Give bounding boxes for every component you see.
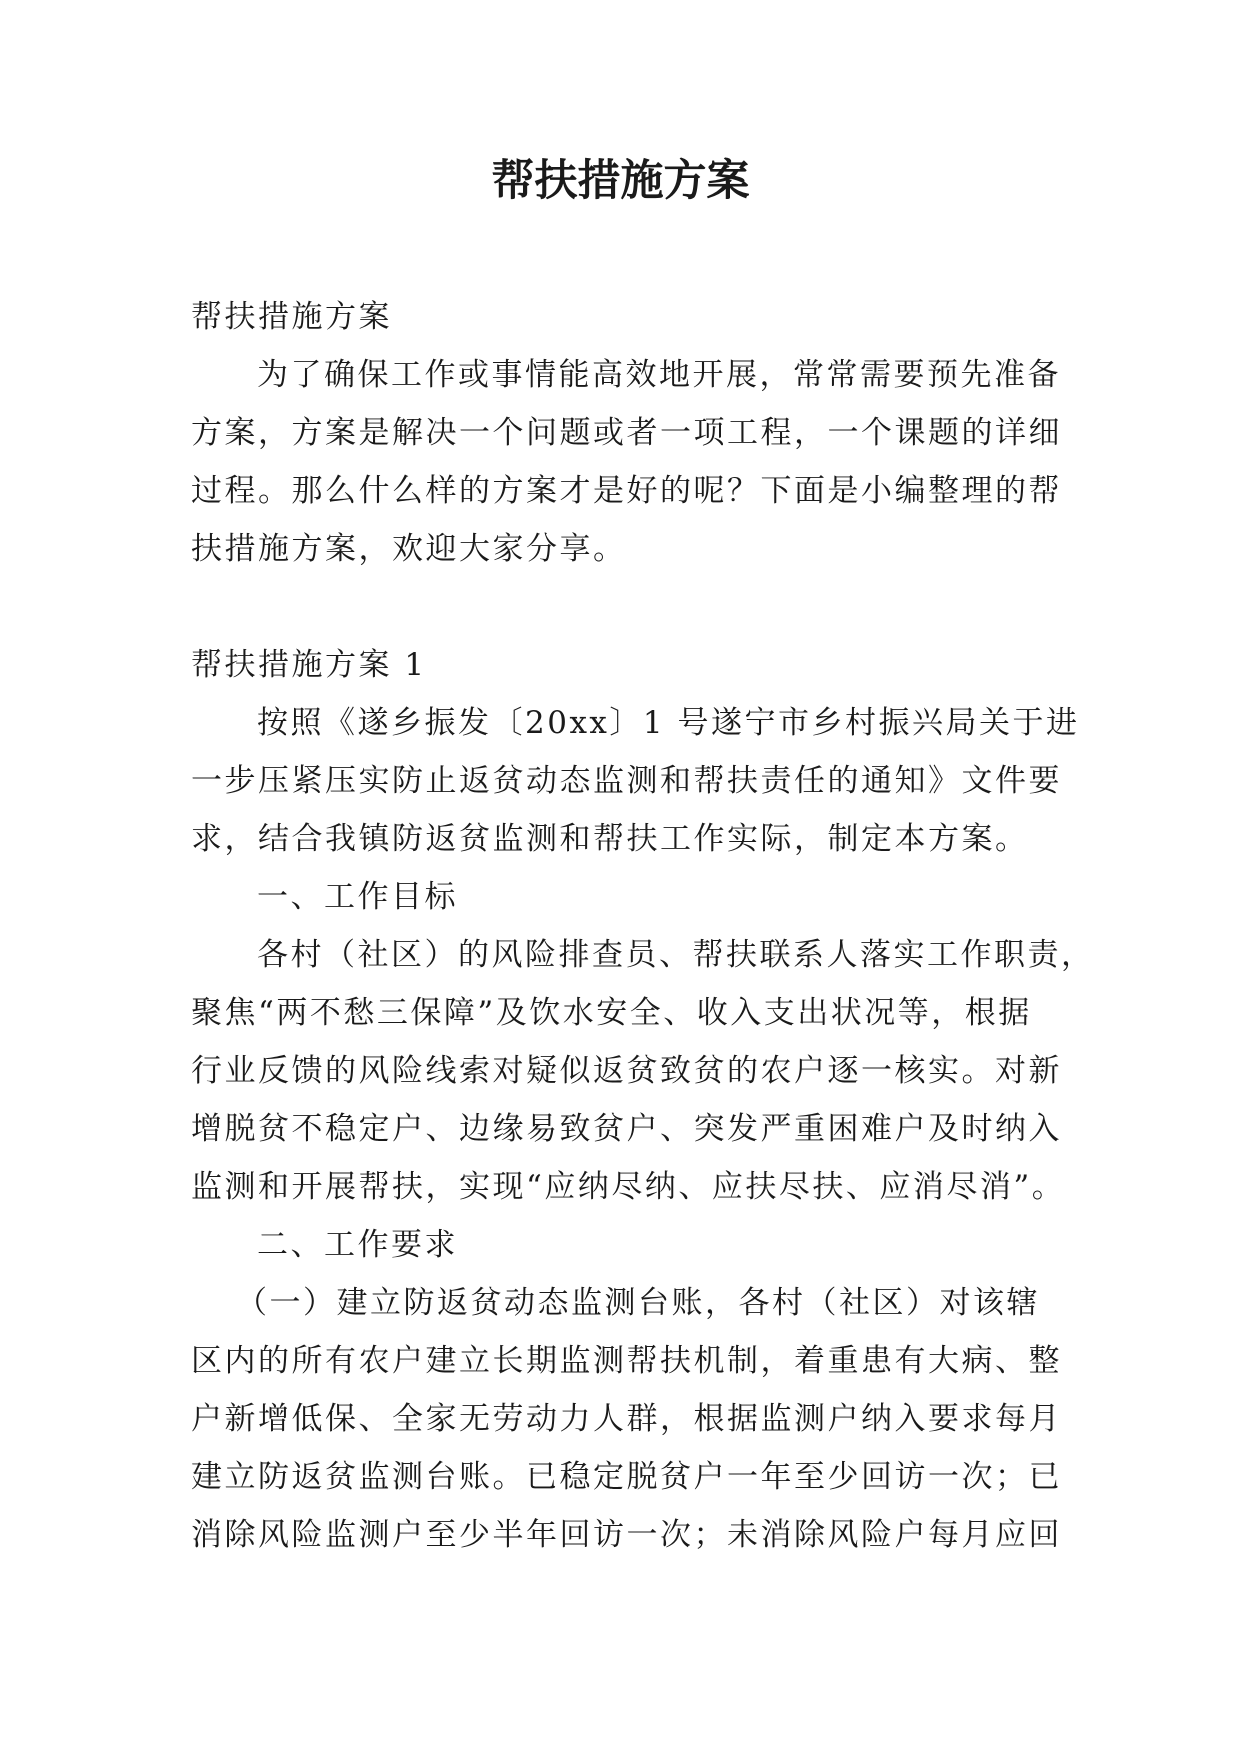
goal-line: 监测和开展帮扶，实现“应纳尽纳、应扶尽扶、应消尽消”。 [191,1169,1066,1205]
requirements-line: （一）建立防返贫动态监测台账，各村（社区）对该辖 [236,1285,1040,1321]
paragraph-line: 一步压紧压实防止返贫动态监测和帮扶责任的通知》文件要 [191,763,1062,799]
intro-line: 扶措施方案，欢迎大家分享。 [191,531,627,567]
intro-line: 过程。那么什么样的方案才是好的呢？下面是小编整理的帮 [191,473,1062,509]
intro-heading: 帮扶措施方案 [191,299,392,335]
requirements-line: 户新增低保、全家无劳动力人群，根据监测户纳入要求每月 [191,1401,1062,1437]
document-title: 帮扶措施方案 [491,156,750,206]
goal-line: 各村（社区）的风险排查员、帮扶联系人落实工作职责， [257,937,1095,973]
section-heading: 帮扶措施方案 1 [191,647,427,683]
intro-line: 为了确保工作或事情能高效地开展，常常需要预先准备 [257,357,1061,393]
goal-line: 行业反馈的风险线索对疑似返贫致贫的农户逐一核实。对新 [191,1053,1062,1089]
requirements-line: 建立防返贫监测台账。已稳定脱贫户一年至少回访一次；已 [191,1459,1062,1495]
paragraph-line: 按照《遂乡振发〔20xx〕1 号遂宁市乡村振兴局关于进 [257,705,1080,741]
paragraph-line: 求，结合我镇防返贫监测和帮扶工作实际，制定本方案。 [191,821,1029,857]
goal-line: 增脱贫不稳定户、边缘易致贫户、突发严重困难户及时纳入 [191,1111,1062,1147]
document-body [191,288,1095,1564]
intro-line: 方案，方案是解决一个问题或者一项工程，一个课题的详细 [191,415,1062,451]
requirements-line: 消除风险监测户至少半年回访一次；未消除风险户每月应回 [191,1517,1062,1553]
goal-heading: 一、工作目标 [257,879,458,915]
requirements-line: 区内的所有农户建立长期监测帮扶机制，着重患有大病、整 [191,1343,1062,1379]
paragraph-spacer [191,578,1055,636]
requirements-heading: 二、工作要求 [257,1227,458,1263]
goal-line: 聚焦“两不愁三保障”及饮水安全、收入支出状况等，根据 [191,995,1032,1031]
